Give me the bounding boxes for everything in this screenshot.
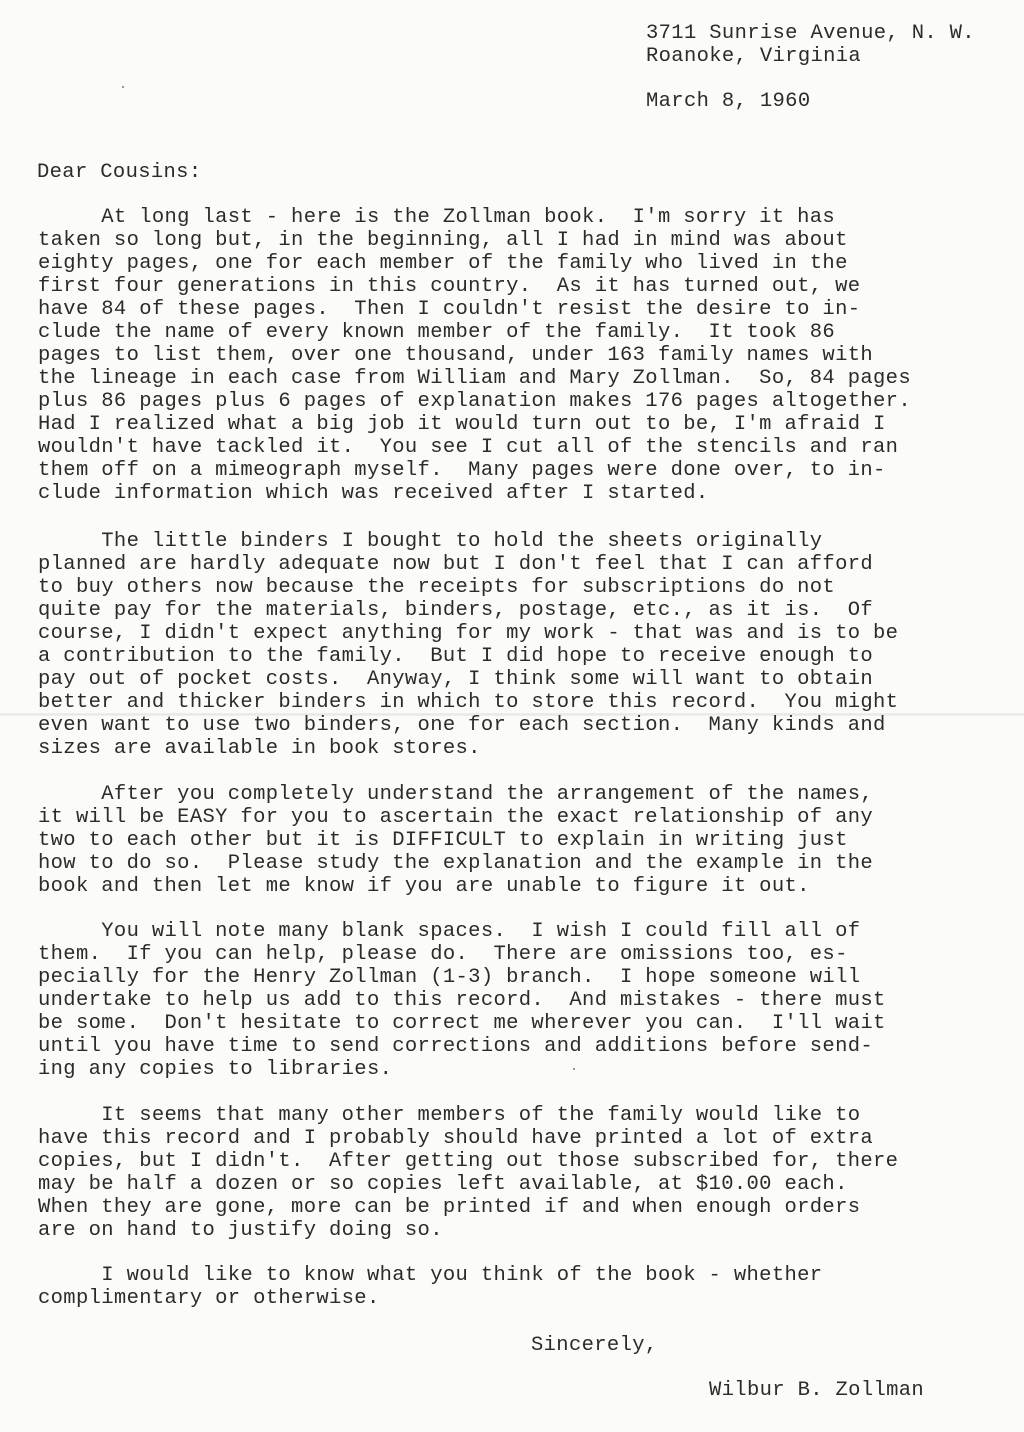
body-line: After you completely understand the arrangement of the names, [38, 783, 874, 806]
body-line: When they are gone, more can be printed if and when enough orders [38, 1196, 861, 1219]
body-line: clude the name of every known member of the family. It took 86 [38, 321, 836, 344]
body-line: the lineage in each case from William and Mary Zollman. So, 84 pages [38, 367, 911, 390]
body-line: to buy others now because the receipts for subscriptions do not [38, 576, 836, 599]
body-line: pages to list them, over one thousand, under 163 family names with [38, 344, 874, 367]
body-line: until you have time to send corrections and additions before send- [38, 1035, 874, 1058]
signature-name: Wilbur B. Zollman [709, 1379, 925, 1402]
body-line: plus 86 pages plus 6 pages of explanation makes 176 pages altogether. [38, 390, 911, 413]
body-line: I would like to know what you think of the book - whether [38, 1264, 823, 1287]
body-line: sizes are available in book stores. [38, 737, 481, 760]
paper-speck [573, 1068, 575, 1070]
body-line: better and thicker binders in which to store this record. You might [38, 691, 899, 714]
body-line: book and then let me know if you are unable to figure it out. [38, 875, 810, 898]
body-line: them. If you can help, please do. There are omissions too, es- [38, 943, 848, 966]
body-line: planned are hardly adequate now but I don't feel that I can afford [38, 553, 874, 576]
salutation: Dear Cousins: [37, 161, 202, 184]
body-line: quite pay for the materials, binders, postage, etc., as it is. Of [38, 599, 874, 622]
body-line: have 84 of these pages. Then I couldn't resist the desire to in- [38, 298, 861, 321]
body-line: At long last - here is the Zollman book. I'm sorry it has [38, 206, 836, 229]
body-line: how to do so. Please study the explanation and the example in the [38, 852, 874, 875]
body-line: undertake to help us add to this record. And mistakes - there must [38, 989, 886, 1012]
body-line: pecially for the Henry Zollman (1-3) branch. I hope someone will [38, 966, 861, 989]
body-line: even want to use two binders, one for each section. Many kinds and [38, 714, 886, 737]
body-line: be some. Don't hesitate to correct me wherever you can. I'll wait [38, 1012, 886, 1035]
body-line: first four generations in this country. As it has turned out, we [38, 275, 861, 298]
body-line: copies, but I didn't. After getting out those subscribed for, there [38, 1150, 899, 1173]
paper-speck [122, 86, 124, 88]
body-line: have this record and I probably should have printed a lot of extra [38, 1127, 874, 1150]
body-line: Had I realized what a big job it would turn out to be, I'm afraid I [38, 413, 886, 436]
body-line: them off on a mimeograph myself. Many pages were done over, to in- [38, 459, 886, 482]
body-line: The little binders I bought to hold the sheets originally [38, 530, 823, 553]
body-line: pay out of pocket costs. Anyway, I think some will want to obtain [38, 668, 874, 691]
address-line: Roanoke, Virginia [646, 45, 862, 68]
body-line: You will note many blank spaces. I wish I could fill all of [38, 920, 861, 943]
body-line: may be half a dozen or so copies left available, at $10.00 each. [38, 1173, 848, 1196]
body-line: complimentary or otherwise. [38, 1287, 380, 1310]
body-line: two to each other but it is DIFFICULT to explain in writing just [38, 829, 848, 852]
body-line: taken so long but, in the beginning, all I had in mind was about [38, 229, 848, 252]
letter-date: March 8, 1960 [646, 90, 811, 113]
body-line: wouldn't have tackled it. You see I cut all of the stencils and ran [38, 436, 899, 459]
body-line: ing any copies to libraries. [38, 1058, 393, 1081]
body-line: course, I didn't expect anything for my work - that was and is to be [38, 622, 899, 645]
closing: Sincerely, [531, 1334, 658, 1357]
body-line: it will be EASY for you to ascertain the exact relationship of any [38, 806, 874, 829]
body-line: It seems that many other members of the family would like to [38, 1104, 861, 1127]
address-line: 3711 Sunrise Avenue, N. W. [646, 22, 975, 45]
body-line: a contribution to the family. But I did hope to receive enough to [38, 645, 874, 668]
body-line: are on hand to justify doing so. [38, 1219, 443, 1242]
body-line: clude information which was received after I started. [38, 482, 709, 505]
body-line: eighty pages, one for each member of the family who lived in the [38, 252, 848, 275]
